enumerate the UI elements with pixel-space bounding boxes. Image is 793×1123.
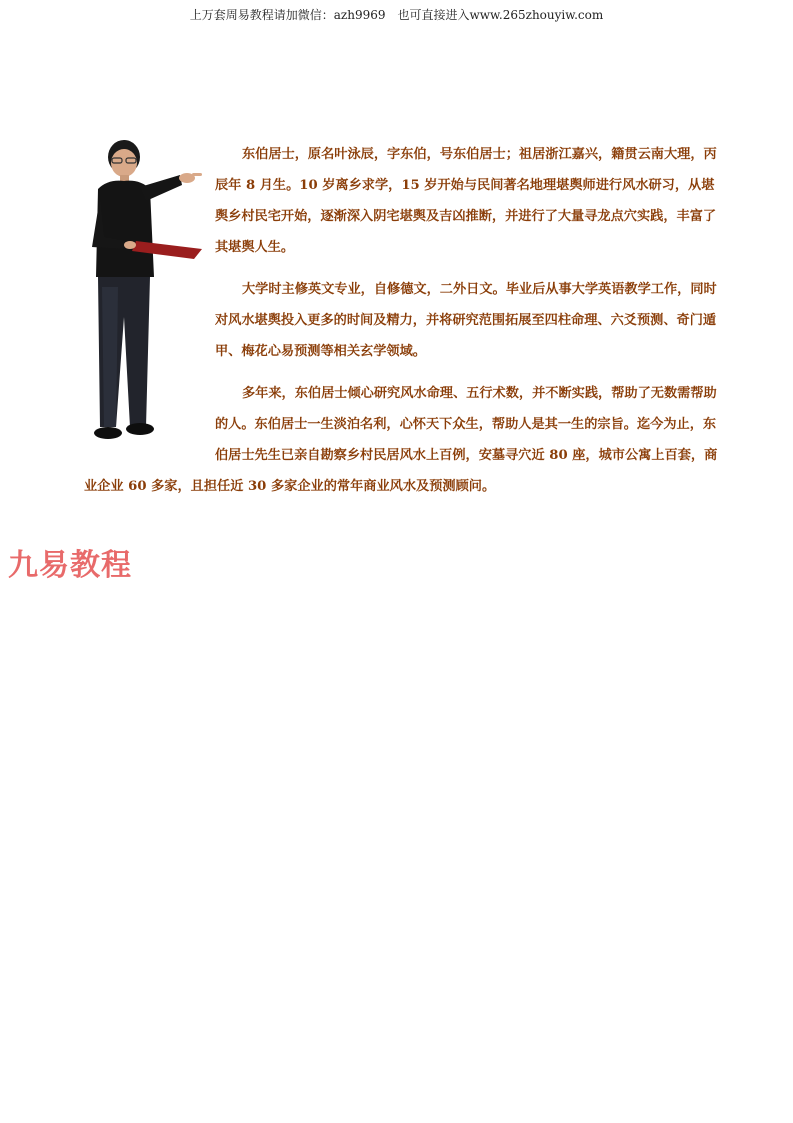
watermark-logo: 九易教程 <box>8 548 132 583</box>
bio-paragraph-text: 东伯居士，原名叶泳辰，字东伯，号东伯居士；祖居浙江嘉兴，籍贯云南大理，丙辰年 8 月生。10 岁离乡求学，15 岁开始与民间著名地理堪舆师进行风水研习，从堪舆乡村民宅开始，逐渐深入阴宅堪舆及吉凶推断，并进行了大量寻龙点穴实践，丰富了其堪舆人生。 <box>215 147 717 255</box>
bio-paragraph-text: 大学时主修英文专业，自修德文，二外日文。毕业后从事大学英语教学工作，同时对风水堪舆投入更多的时间及精力，并将研究范围拓展至四柱命理、六爻预测、奇门遁甲、梅花心易预测等相关玄学领域。 <box>215 282 717 359</box>
biography <box>84 139 720 502</box>
page-header: 上万套周易教程请加微信：azh9969 也可直接进入www.265zhouyiw.com <box>189 8 604 22</box>
portrait-spacer <box>84 139 215 447</box>
bio-paragraph-text: 多年来，东伯居士倾心研究风水命理、五行术数，并不断实践，帮助了无数需帮助的人。东伯居士一生淡泊名利，心怀天下众生，帮助人是其一生的宗旨。迄今为止，东伯居士先生已亲自勘察乡村民居风水上百例，安墓寻穴近 80 座，城市公寓上百套，商业企业 60 多家，且担任近 30 多家企业的常年商业风水及预测顾问。 <box>84 386 718 494</box>
